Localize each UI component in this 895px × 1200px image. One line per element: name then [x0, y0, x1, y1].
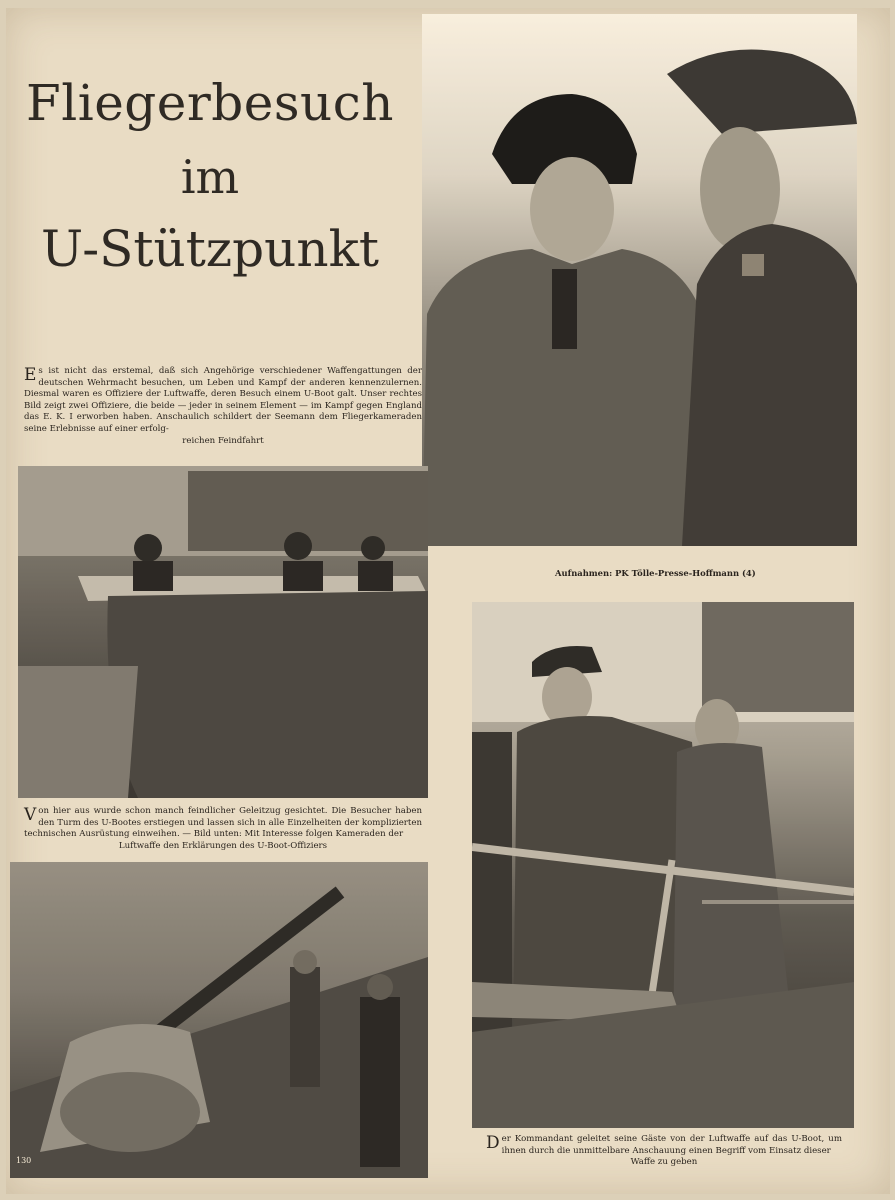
intro-paragraph	[24, 366, 422, 447]
page-number: 130	[16, 1156, 32, 1165]
caption-commander-last-line: Waffe zu geben	[630, 1157, 698, 1168]
photo-two-officers	[422, 14, 857, 546]
caption-tower-dropcap: V	[24, 805, 37, 825]
title-line-2: im	[180, 150, 240, 204]
intro-text: s ist nicht das erstemal, daß sich Angehörige verschiedener Waffengattungen der deutschen Wehrmacht besuchen, um Leben und Kampf der anderen kennenzulernen. Diesmal waren es Offiziere der Luftwaffe, deren Besuch einem U-Boot galt. Unser rechtes Bild zeigt zwei Offiziere, die beide — jeder in seinem Element — im Kampf gegen England das E. K. I erworben haben. Anschaulich schildert der Seemann dem Fliegerkameraden seine Erlebnisse auf einer erfolg-	[24, 366, 422, 434]
caption-commander	[486, 1134, 842, 1169]
photo-deck-gun	[10, 862, 428, 1178]
intro-dropcap: E	[24, 365, 37, 385]
caption-commander-dropcap: D	[486, 1133, 500, 1153]
caption-tower-last-line: Luftwaffe den Erklärungen des U-Boot-Offiziers	[118, 840, 328, 851]
photo-credit: Aufnahmen: PK Tölle-Presse-Hoffmann (4)	[555, 568, 756, 578]
article-title	[0, 72, 420, 284]
caption-tower	[24, 806, 422, 852]
title-line-3: U-Stützpunkt	[41, 220, 379, 278]
photo-commander-boarding	[472, 602, 854, 1128]
photo-submarine-tower	[18, 466, 428, 798]
caption-commander-text: er Kommandant geleitet seine Gäste von der Luftwaffe auf das U-Boot, um ihnen durch die unmittelbare Anschauung einen Begriff vom Einsatz dieser	[501, 1134, 842, 1156]
caption-tower-text: on hier aus wurde schon manch feindlicher Geleitzug gesichtet. Die Besucher haben den Turm des U-Bootes erstiegen und lassen sich in alle Einzelheiten der komplizierten technischen Ausrüstung einweihen. — Bild unten: Mit Interesse folgen Kameraden der	[24, 806, 422, 840]
intro-last-line: reichen Feindfahrt	[182, 435, 264, 446]
title-line-1: Fliegerbesuch	[26, 74, 394, 132]
